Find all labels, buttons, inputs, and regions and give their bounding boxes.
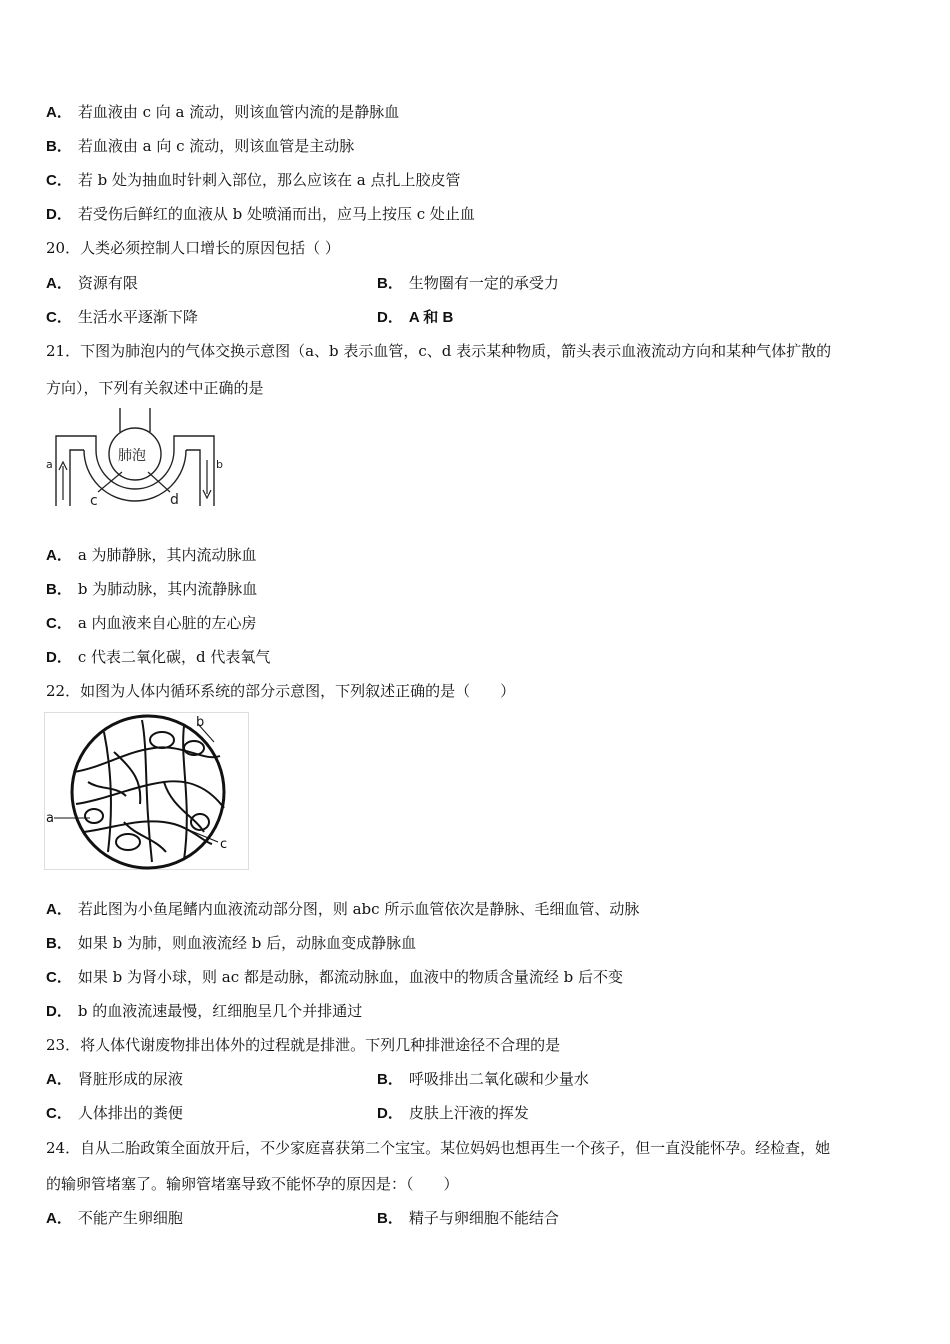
label-b: b (216, 458, 223, 471)
q21-option-a (46, 545, 257, 566)
q21-option-c (46, 613, 257, 634)
tissue-circle (72, 716, 224, 868)
q23-option-a (46, 1069, 183, 1090)
q21-option-b (46, 579, 257, 600)
q22-option-d (46, 1001, 362, 1022)
q19-option-a (46, 102, 399, 123)
q24-option-b (377, 1208, 559, 1229)
option-label: A． (46, 1071, 72, 1088)
q20-option-a (46, 273, 138, 294)
label-d: d (170, 492, 179, 508)
option-text: 精子与卵细胞不能结合 (408, 1209, 559, 1227)
option-label: B． (46, 581, 72, 598)
alveolus-label: 肺泡 (118, 448, 146, 464)
option-text: 不能产生卵细胞 (77, 1209, 183, 1227)
option-label: C． (46, 969, 72, 986)
capillary-network-diagram (44, 712, 250, 872)
label-a: a (46, 458, 53, 471)
option-text: 若 b 处为抽血时针刺入部位，那么应该在 a 点扎上胶皮管 (77, 171, 461, 189)
q24-stem-line2: 的输卵管堵塞了。输卵管堵塞导致不能怀孕的原因是：（ ） (46, 1175, 459, 1193)
q20-option-d (377, 307, 453, 328)
option-text: c 代表二氧化碳，d 代表氧气 (77, 648, 271, 666)
option-text: 若此图为小鱼尾鳍内血液流动部分图，则 abc 所示血管依次是静脉、毛细血管、动脉 (77, 900, 640, 918)
option-text: 资源有限 (77, 274, 138, 292)
q22-option-a (46, 899, 639, 920)
label-a: a (46, 811, 54, 826)
option-label: A． (46, 104, 72, 121)
option-text: 若血液由 a 向 c 流动，则该血管是主动脉 (77, 137, 355, 155)
option-text: 生物圈有一定的承受力 (408, 274, 559, 292)
diffusion-arrow-d (148, 472, 170, 492)
option-label: A． (46, 1210, 72, 1227)
alveolus-gas-exchange-diagram (44, 408, 224, 512)
q24-option-a (46, 1208, 183, 1229)
option-label: B． (377, 1071, 403, 1088)
q24-stem-line1: 24．自从二胎政策全面放开后，不少家庭喜获第二个宝宝。某位妈妈也想再生一个孩子，但一直没能怀孕。经检查，她 (46, 1139, 831, 1157)
q23-stem: 23．将人体代谢废物排出体外的过程就是排泄。下列几种排泄途径不合理的是 (46, 1036, 561, 1054)
option-label: D． (377, 1105, 403, 1122)
option-label: D． (46, 1003, 72, 1020)
q23-option-c (46, 1103, 183, 1124)
option-text: 肾脏形成的尿液 (77, 1070, 183, 1088)
vessel-a-inner (70, 450, 84, 506)
option-text: a 为肺静脉，其内流动脉血 (77, 546, 257, 564)
vessel-network (74, 720, 224, 862)
option-text: 皮肤上汗液的挥发 (408, 1104, 529, 1122)
option-text: 若血液由 c 向 a 流动，则该血管内流的是静脉血 (77, 103, 400, 121)
label-c: c (220, 837, 228, 852)
option-text: 人体排出的粪便 (77, 1104, 183, 1122)
option-text: 呼吸排出二氧化碳和少量水 (408, 1070, 589, 1088)
q20-stem: 20．人类必须控制人口增长的原因包括（ ） (46, 239, 340, 257)
option-label: C． (46, 172, 72, 189)
option-label: C． (46, 1105, 72, 1122)
option-label: A． (46, 547, 72, 564)
q19-option-b (46, 136, 354, 157)
option-label: B． (46, 935, 72, 952)
option-label: B． (46, 138, 72, 155)
option-text: A 和 B (408, 309, 454, 326)
q21-option-d (46, 647, 270, 668)
option-text: a 内血液来自心脏的左心房 (77, 614, 257, 632)
option-text: 生活水平逐渐下降 (77, 308, 198, 326)
option-label: A． (46, 275, 72, 292)
option-text: 如果 b 为肾小球，则 ac 都是动脉，都流动脉血，血液中的物质含量流经 b 后不变 (77, 968, 624, 986)
q22-stem: 22．如图为人体内循环系统的部分示意图，下列叙述正确的是（ ） (46, 682, 516, 700)
q22-option-b (46, 933, 416, 954)
option-label: C． (46, 615, 72, 632)
option-text: b 的血液流速最慢，红细胞呈几个并排通过 (77, 1002, 363, 1020)
q19-option-c (46, 170, 460, 191)
q20-option-b (377, 273, 559, 294)
q20-option-c (46, 307, 198, 328)
option-label: B． (377, 1210, 403, 1227)
option-text: b 为肺动脉，其内流静脉血 (77, 580, 258, 598)
q22-option-c (46, 967, 623, 988)
vessel-b-inner (186, 450, 200, 506)
label-b: b (196, 715, 205, 730)
label-c: c (90, 493, 98, 509)
diffusion-arrow-c (98, 472, 122, 492)
option-label: D． (46, 649, 72, 666)
option-text: 如果 b 为肺，则血液流经 b 后，动脉血变成静脉血 (77, 934, 417, 952)
q23-option-d (377, 1103, 529, 1124)
q19-option-d (46, 204, 475, 225)
option-label: B． (377, 275, 403, 292)
option-label: D． (377, 309, 403, 326)
option-text: 若受伤后鲜红的血液从 b 处喷涌而出，应马上按压 c 处止血 (77, 205, 475, 223)
q23-option-b (377, 1069, 589, 1090)
q21-stem-line2: 方向），下列有关叙述中正确的是 (46, 379, 264, 397)
option-label: C． (46, 309, 72, 326)
q21-stem-line1: 21．下图为肺泡内的气体交换示意图（a、b 表示血管，c、d 表示某种物质，箭头表示血液流动方向和某种气体扩散的 (46, 342, 832, 360)
option-label: A． (46, 901, 72, 918)
option-label: D． (46, 206, 72, 223)
